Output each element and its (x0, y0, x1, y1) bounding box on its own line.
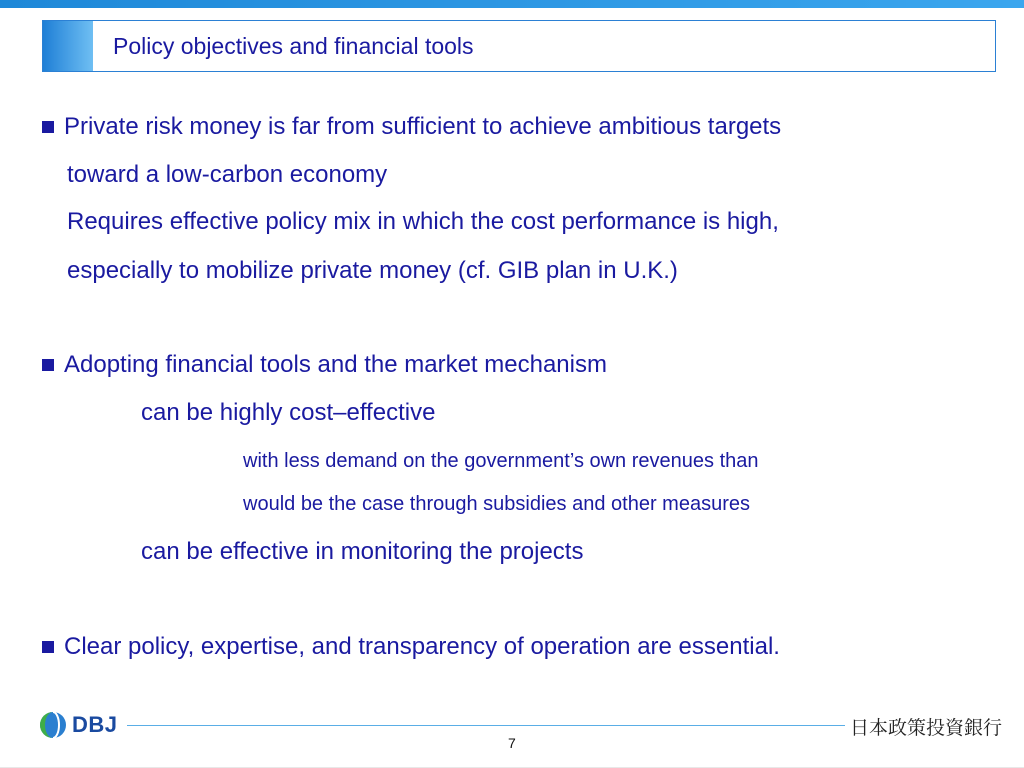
dbj-globe-icon (38, 710, 68, 740)
bullet-2-line-5: can be effective in monitoring the projects (141, 538, 584, 565)
dbj-logo (38, 709, 118, 741)
bullet-3-line-1 (42, 633, 780, 661)
title-accent-block (43, 21, 93, 71)
bullet-2-text: Adopting financial tools and the market mechanism (64, 351, 607, 378)
bullet-1-line-2: toward a low-carbon economy (67, 161, 388, 188)
bullet-3-text: Clear policy, expertise, and transparency of operation are essential. (64, 633, 780, 660)
page-title: Policy objectives and financial tools (113, 33, 474, 59)
bullet-2-line-1 (42, 351, 607, 379)
footer-divider (127, 725, 845, 726)
square-bullet-icon (42, 121, 54, 133)
bullet-2-line-3: with less demand on the government’s own revenues than (243, 450, 759, 472)
bullet-1-text: Private risk money is far from sufficient to achieve ambitious targets (64, 113, 782, 140)
square-bullet-icon (42, 641, 54, 653)
bullet-2-line-4: would be the case through subsidies and other measures (243, 493, 750, 515)
bullet-1-line-4: especially to mobilize private money (cf. GIB plan in U.K.) (67, 257, 678, 284)
logo-text: DBJ (72, 712, 118, 737)
page-number: 7 (508, 735, 516, 751)
bullet-2-line-2: can be highly cost–effective (141, 399, 436, 426)
title-banner (42, 20, 996, 72)
bullet-1-line-1 (42, 113, 781, 141)
company-name-japanese: 日本政策投資銀行 (850, 717, 1003, 739)
bullet-1-line-3: Requires effective policy mix in which the cost performance is high, (67, 208, 779, 235)
top-accent-bar (0, 0, 1024, 8)
square-bullet-icon (42, 359, 54, 371)
